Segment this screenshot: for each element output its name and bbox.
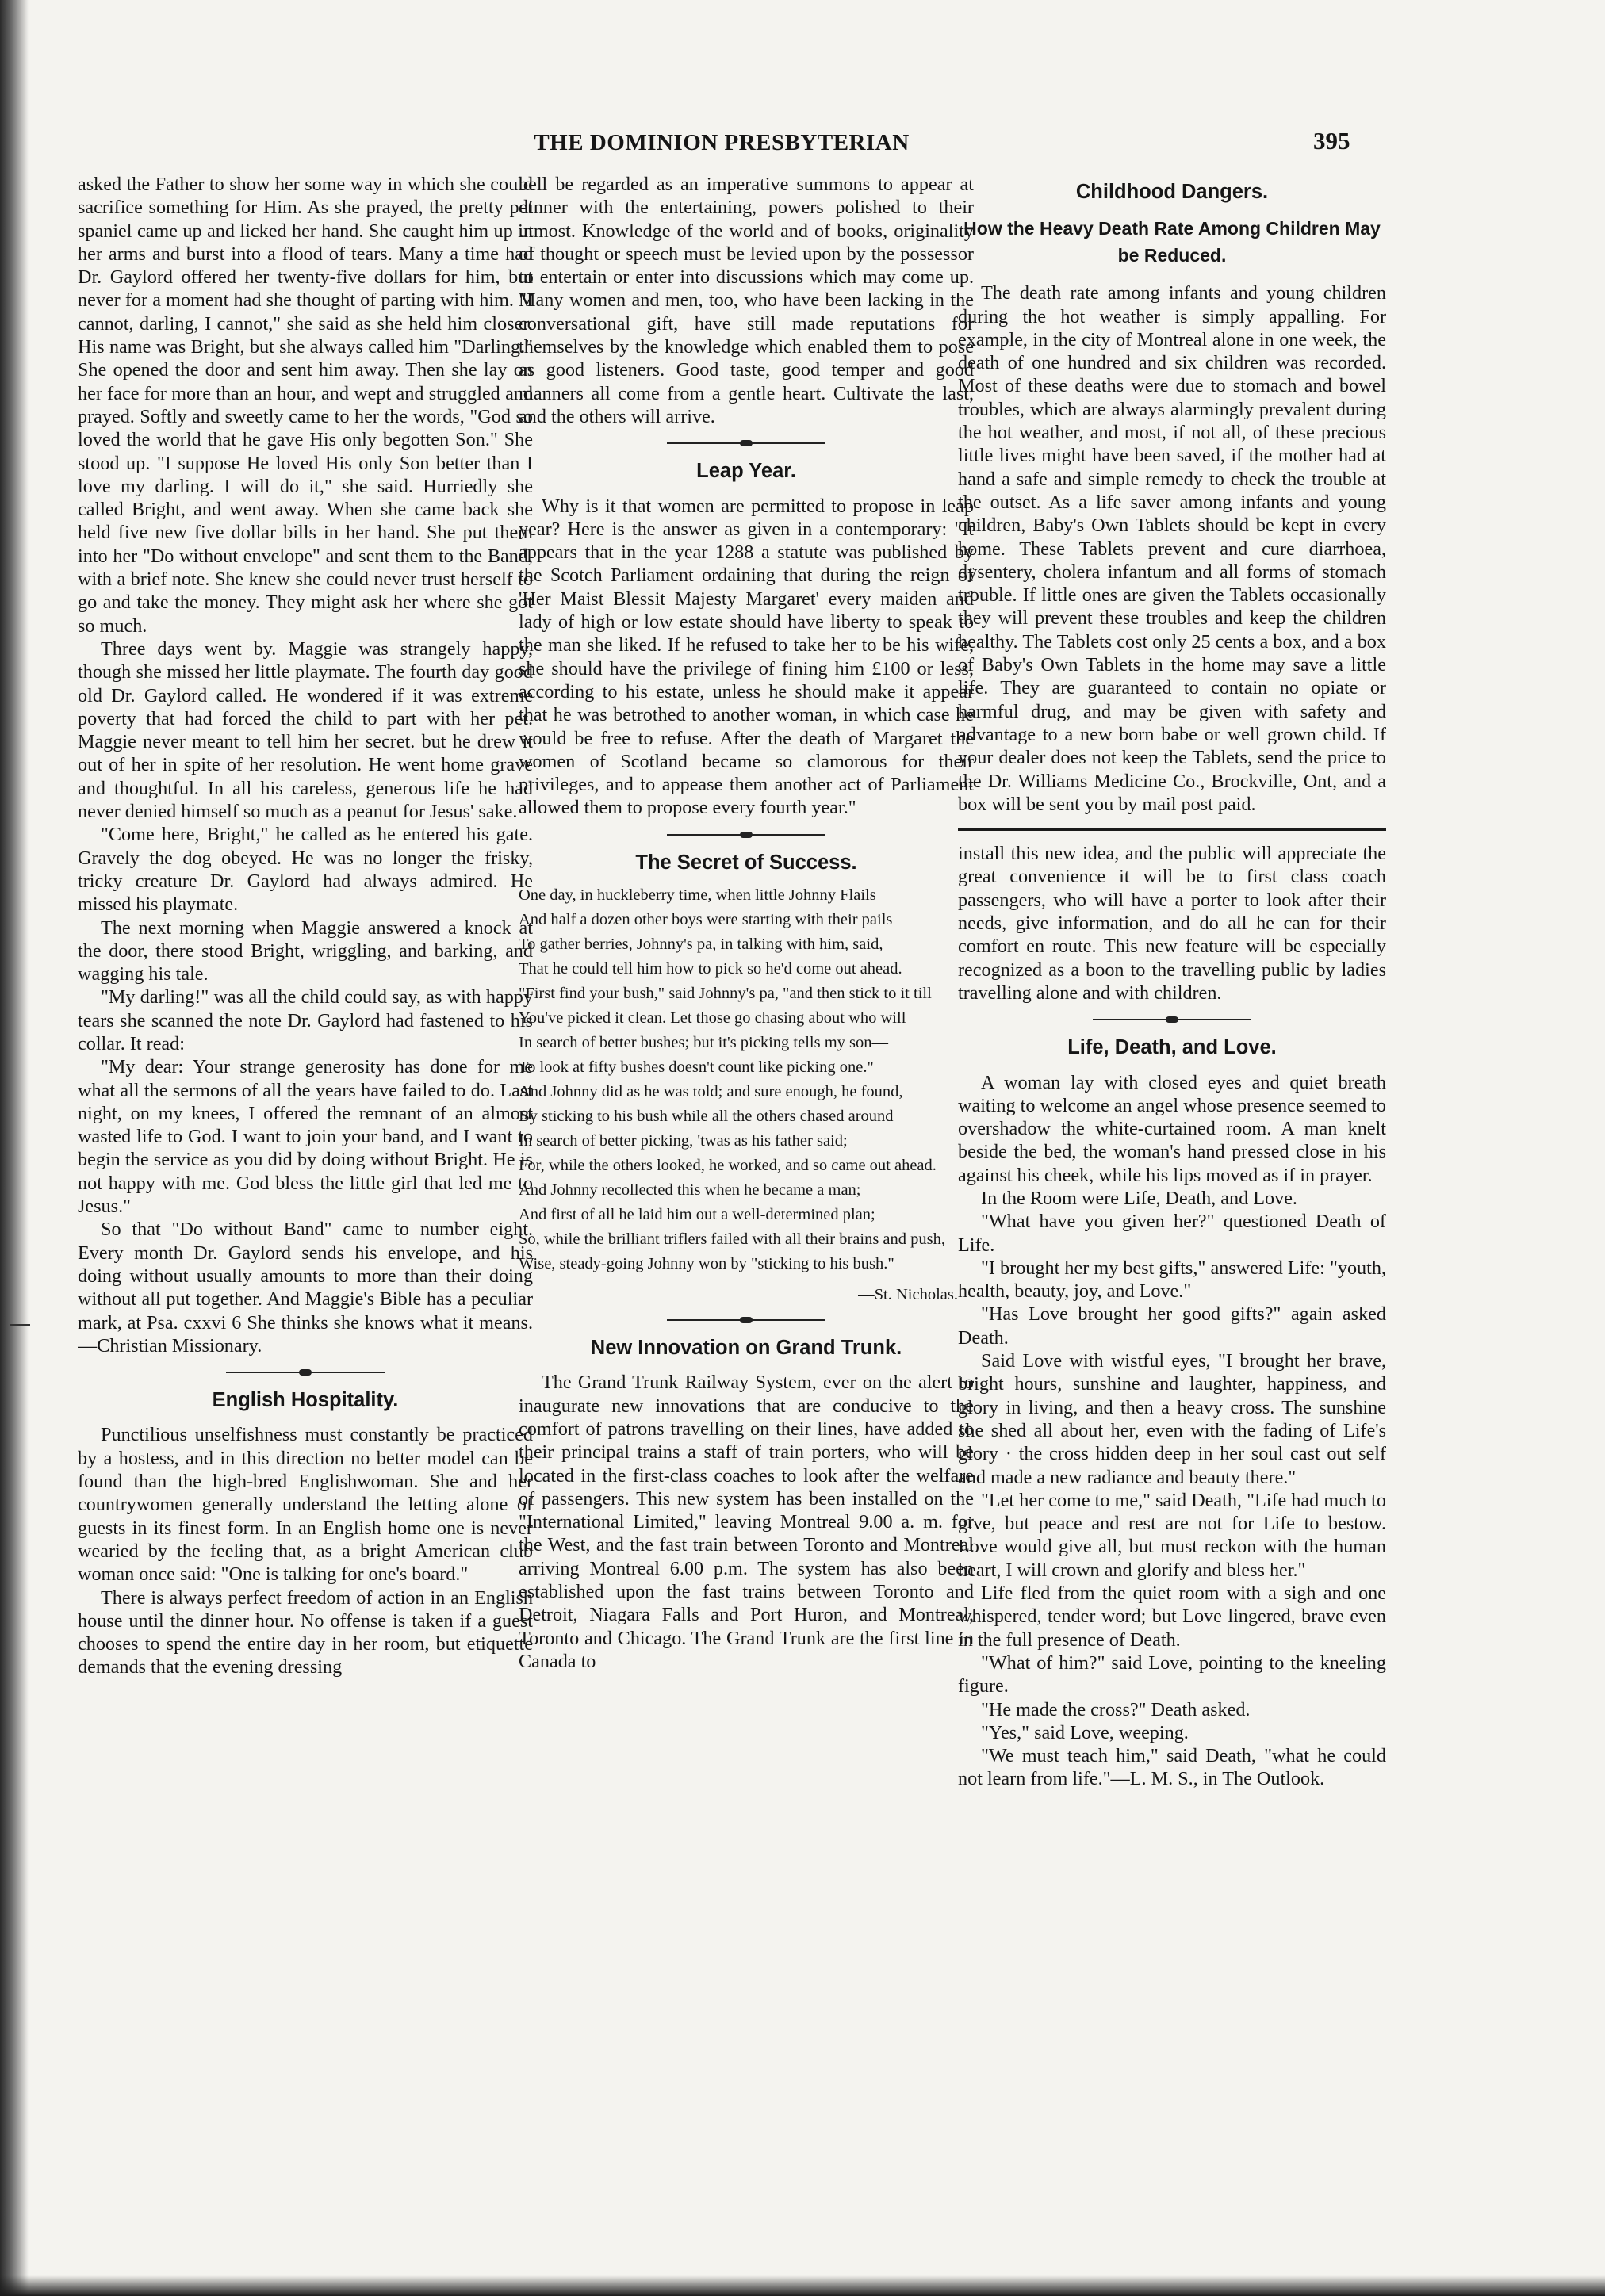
poem-line: "First find your bush," said Johnny's pa, "and then stick to it till (519, 985, 932, 1003)
article-title-leap-year: Leap Year. (696, 460, 796, 483)
poem-line: So, while the brilliant triflers failed with all their brains and push, (519, 1230, 946, 1249)
poem-line: That he could tell him how to pick so he'd come out ahead. (519, 960, 902, 978)
story-paragraph: "Come here, Bright," he called as he entered his gate. Gravely the dog obeyed. He was no longer the frisky, tricky creature Dr. Gaylord had always admired. He missed his playmate. (78, 824, 533, 916)
poem-line: And Johnny recollected this when he became a man; (519, 1181, 861, 1200)
life-paragraph: "Yes," said Love, weeping. (981, 1721, 1189, 1743)
page-number: 395 (1313, 127, 1350, 155)
story-paragraph: asked the Father to show her some way in which she could sacrifice something for Him. As she prayed, the pretty pet spaniel came up and licked her hand. She caught him up in her arms and burst into a flood of tears. Many a time had Dr. Gaylord offered her twenty-five dollars for him, but never for a moment had she thought of parting with him. "I cannot, darling, I cannot," she said as she held him closer. His name was Bright, but she always called him "Darling." She opened the door and sent him away. Then she lay on her face for more than an hour, and wept and struggled and prayed. Softly and sweetly came to her the words, "God so loved the world that he gave His only begotten Son." She stood up. "I suppose He loved His only Son better than I love my darling. I will do it," she said. Hurriedly she called Bright, and went away. When she came back she held five new five dollar bills in her hand. She put them into her "Do without envelope" and sent them to the Band, with a brief note. She knew she could never trust herself to go and take the money. They might ask her where she got so much. (78, 174, 533, 637)
story-paragraph: Three days went by. Maggie was strangely happy, though she missed her little playmate. The fourth day good old Dr. Gaylord called. He wondered if it was extreme poverty that had forced the child to part with her pet. Maggie never meant to tell him her secret. but he drew it out of her in spite of her resolution. He went home grave and thoughtful. In all his careless, generous life he had never denied himself so much as a peanut for Jesus' sake. (78, 637, 533, 823)
life-paragraph: "I brought her my best gifts," answered Life: "youth, health, beauty, joy, and Love." (958, 1257, 1386, 1303)
childhood-paragraph: The death rate among infants and young children during the hot weather is simply appalling. For example, in the city of Montreal alone in one week, the death of one hundred and six children was recorded. Most of these deaths were due to stomach and bowel troubles, which are always alarmingly prevalent during the hot weather, and most, if not all, of these precious little lives might have been saved, if the mother had at hand a safe and simple remedy to check the trouble at the outset. As a life saver among infants and young children, Baby's Own Tablets should be kept in every home. These Tablets prevent and cure diarrhoea, dysentery, cholera infantum and all forms of stomach trouble. If little ones are given the Tablets occasionally they will prevent these troubles and keep the children healthy. The Tablets cost only 25 cents a box, and a box of Baby's Own Tablets in the home may save a little life. They are guaranteed to contain no opiate or harmful drug, and may be given with safety and advantage to a new born babe or well grown child. If your dealer does not keep the Tablets, send the price to the Dr. Williams Medicine Co., Brockville, Ont, and a box will be sent you by mail post paid. (958, 282, 1386, 815)
poem-line: And Johnny did as he was told; and sure enough, he found, (519, 1083, 903, 1101)
life-paragraph: "Let her come to me," said Death, "Life had much to give, but peace and rest are not for Life to bestow. Love would give all, but must reckon with the human heart, I will crown and glorify and bless her." (958, 1489, 1386, 1581)
poem-line: One day, in huckleberry time, when little Johnny Flails (519, 886, 876, 905)
article-title-english-hospitality: English Hospitality. (212, 1389, 399, 1412)
life-paragraph: Life fled from the quiet room with a sigh and one whispered, tender word; but Love lingered, brave even in the full presence of Death. (958, 1582, 1386, 1651)
poem (519, 886, 974, 1305)
column-rule (958, 828, 1386, 831)
story-paragraph: "My dear: Your strange generosity has done for me what all the sermons of all the years have failed to do. Last night, on my knees, I offered the remnant of an almost wasted life to God. I want to join your band, and I want to begin the service as you did by doing without Bright. He is not happy with me. God bless the little girl that led me to Jesus." (78, 1056, 533, 1218)
innovation-continued: install this new idea, and the public will appreciate the great convenience it will be to first class coach passengers, who will have a porter to look after their needs, give information, and do all he can for their comfort en route. This new feature will be especially recognized as a boon to the travelling public by ladies travelling alone and with children. (958, 843, 1386, 1004)
story-paragraph: The next morning when Maggie answered a knock at the door, there stood Bright, wriggling, and barking, and wagging his tale. (78, 916, 533, 985)
life-paragraph: "What of him?" said Love, pointing to the kneeling figure. (958, 1651, 1386, 1697)
poem-line: In search of better picking, 'twas as his father said; (519, 1132, 848, 1150)
column-1 (78, 173, 533, 2250)
life-paragraph: A woman lay with closed eyes and quiet breath waiting to welcome an angel whose presence seemed to overshadow the white-curtained room. A man knelt beside the bed, the woman's hand pressed close in his against his cheek, while his lips moved as if in prayer. (958, 1071, 1386, 1186)
poem-line: And first of all he laid him out a well-determined plan; (519, 1206, 875, 1224)
hospitality-paragraph: Punctilious unselfishness must constantly be practiced by a hostess, and in this direction no better model can be found than the high-bred Englishwoman. She and her countrywomen generally understand the letting alone of guests in its finest form. In an English home one is never wearied by the feeling that, as a bright American club woman once said: "One is talking for one's board." (78, 1424, 533, 1586)
article-title-childhood-dangers: Childhood Dangers. (1075, 181, 1269, 203)
story-paragraph: "My darling!" was all the child could say, as with happy tears she scanned the note Dr. Gaylord had fastened to his collar. It read: (78, 986, 533, 1054)
poem-signature: —St. Nicholas. (858, 1286, 958, 1304)
life-paragraph: "What have you given her?" questioned Death of Life. (958, 1211, 1386, 1256)
poem-line: You've picked it clean. Let those go chasing about who will (519, 1009, 906, 1027)
story-paragraph: So that "Do without Band" came to number eight. Every month Dr. Gaylord sends his envelope, and his doing without usually amounts to more than their doing without all put together. And Maggie's Bible has a peculiar mark, at Psa. cxxvi 6 She thinks she knows what it means.—Christian Missionary. (78, 1219, 533, 1357)
section-divider (226, 1372, 385, 1373)
hospitality-continued: bell be regarded as an imperative summons to appear at dinner with the entertaining, powers polished to their utmost. Knowledge of the world and of books, originality of thought or speech must be levied upon by the possessor to entertain or enter into discussions which may come up. Many women and men, too, who have been lacking in the conversational gift, have still made reputations for themselves by the knowledge which enabled them to pose as good listeners. Good taste, good temper and good manners all come from a gentle heart. Cultivate the last, and the others will arrive. (519, 174, 974, 427)
life-paragraph: "Has Love brought her good gifts?" again asked Death. (958, 1303, 1386, 1349)
column-2 (519, 173, 974, 2250)
section-divider (667, 1319, 825, 1321)
article-subtitle-childhood-dangers: How the Heavy Death Rate Among Children May be Reduced. (963, 218, 1381, 266)
article-title-life-death-love: Life, Death, and Love. (1067, 1036, 1277, 1059)
life-paragraph: In the Room were Life, Death, and Love. (981, 1187, 1297, 1209)
scan-bottom-edge (0, 2275, 1605, 2296)
binding-shadow (0, 0, 29, 2296)
poem-line: In search of better bushes; but it's picking tells my son— (519, 1034, 889, 1052)
innovation-paragraph: The Grand Trunk Railway System, ever on the alert to inaugurate new innovations that are conducive to the comfort of patrons travelling on their lines, have added to their principal trains a staff of train porters, who will be located in the first-class coaches to look after the welfare of passengers. This new system has been installed on the "International Limited," leaving Montreal 9.00 a. m. for the West, and the fast train between Toronto and Montreal arriving Montreal 6.00 p.m. The system has also been established upon the fast trains between Toronto and Detroit, Niagara Falls and Port Huron, and Montreal, Toronto and Chicago. The Grand Trunk are the first line in Canada to (519, 1372, 974, 1672)
article-title-new-innovation: New Innovation on Grand Trunk. (590, 1337, 902, 1360)
poem-line: By sticking to his bush while all the others chased around (519, 1108, 894, 1126)
leap-year-paragraph: Why is it that women are permitted to propose in leap year? Here is the answer as given in a contemporary: "It appears that in the year 1288 a statute was published by the Scotch Parliament ordaining that during the reign of 'Her Maist Blessit Majesty Margaret' every maiden and lady of high or low estate should have liberty to speak to the man she liked. If he refused to take her to be his wife, she should have the privilege of fining him £100 or less, according to his estate, unless he should make it appear that he was betrothed to another woman, in which case he would be free to refuse. After the death of Margaret the women of Scotland became so clamorous for their privileges, and to appease them another act of Parliament allowed them to propose every fourth year." (519, 495, 974, 819)
column-3 (958, 173, 1386, 2250)
hospitality-paragraph: There is always perfect freedom of action in an English house until the dinner hour. No offense is taken if a guest chooses to spend the entire day in her room, but etiquette demands that the evening dressing (78, 1586, 533, 1678)
poem-line: Wise, steady-going Johnny won by "sticking to his bush." (519, 1255, 894, 1273)
section-divider (1093, 1019, 1251, 1020)
poem-line: To look at fifty bushes doesn't count like picking one." (519, 1058, 874, 1077)
section-divider (667, 834, 825, 836)
margin-mark (10, 1324, 30, 1326)
poem-line: And half a dozen other boys were starting with their pails (519, 911, 893, 929)
section-divider (667, 442, 825, 444)
poem-line: To gather berries, Johnny's pa, in talking with him, said, (519, 936, 883, 954)
life-paragraph: "He made the cross?" Death asked. (981, 1698, 1251, 1720)
article-title-secret-of-success: The Secret of Success. (635, 851, 857, 874)
life-paragraph: Said Love with wistful eyes, "I brought her brave, bright hours, sunshine and laughter, happiness, and glory in living, and then a heavy cross. The sunshine she shed all about her, even with the fading of Life's glory · the cross hidden deep in her soul cast out self and made a new radiance and beauty there." (958, 1350, 1386, 1488)
running-title: THE DOMINION PRESBYTERIAN (534, 130, 910, 155)
life-paragraph: "We must teach him," said Death, "what he could not learn from life."—L. M. S., in The Outlook. (958, 1745, 1386, 1790)
poem-line: For, while the others looked, he worked, and so came out ahead. (519, 1157, 937, 1175)
